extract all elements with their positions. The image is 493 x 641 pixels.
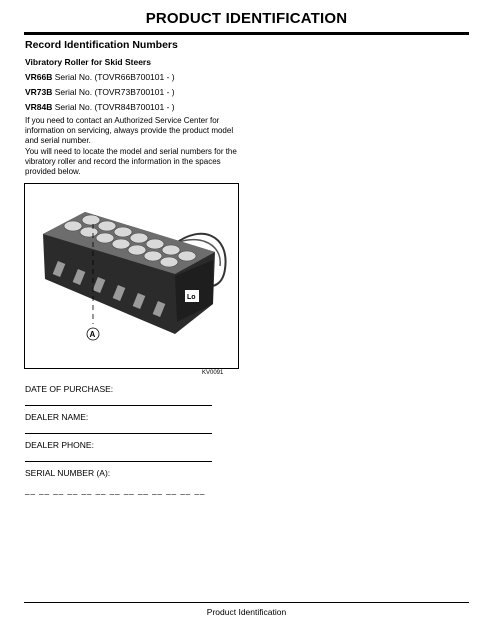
model-name: VR66B [25,72,53,82]
decal-label: Lo [187,294,196,301]
dealer-phone-label: DEALER PHONE: [25,440,94,450]
dealer-name-line [25,433,212,434]
serial-number-label: SERIAL NUMBER (A): [25,468,111,478]
roller-illustration [25,184,238,368]
model-name: VR84B [25,102,53,112]
serial-range: Serial No. (TOVR84B700101 - ) [52,102,175,112]
date-of-purchase-line [25,405,212,406]
callout-label: A [89,330,96,339]
model-name: VR73B [25,87,53,97]
figure-code: KV0091 [202,370,224,376]
contact-paragraph: If you need to contact an Authorized Service Center for information on servicing, always provide the product model and serial number. [25,116,234,145]
title-rule [24,32,469,35]
vibratory-roller-figure [24,183,239,369]
serial-line-vr66b [25,72,175,82]
footer-rule [24,602,469,603]
page-title: PRODUCT IDENTIFICATION [145,10,348,27]
date-of-purchase-label: DATE OF PURCHASE: [25,384,114,394]
serial-line-vr84b [25,102,175,112]
serial-range: Serial No. (TOVR66B700101 - ) [52,72,175,82]
locate-paragraph: You will need to locate the model and serial numbers for the vibratory roller and record the information in the spaces provided below. [25,147,237,176]
serial-range: Serial No. (TOVR73B700101 - ) [52,87,175,97]
serial-line-vr73b [25,87,175,97]
dealer-phone-line [25,461,212,462]
serial-number-blanks: __ __ __ __ __ __ __ __ __ __ __ __ __ [25,486,206,495]
dealer-name-label: DEALER NAME: [25,412,89,422]
product-subheading: Vibratory Roller for Skid Steers [25,57,151,67]
footer-text: Product Identification [206,607,287,617]
section-heading: Record Identification Numbers [25,39,178,51]
